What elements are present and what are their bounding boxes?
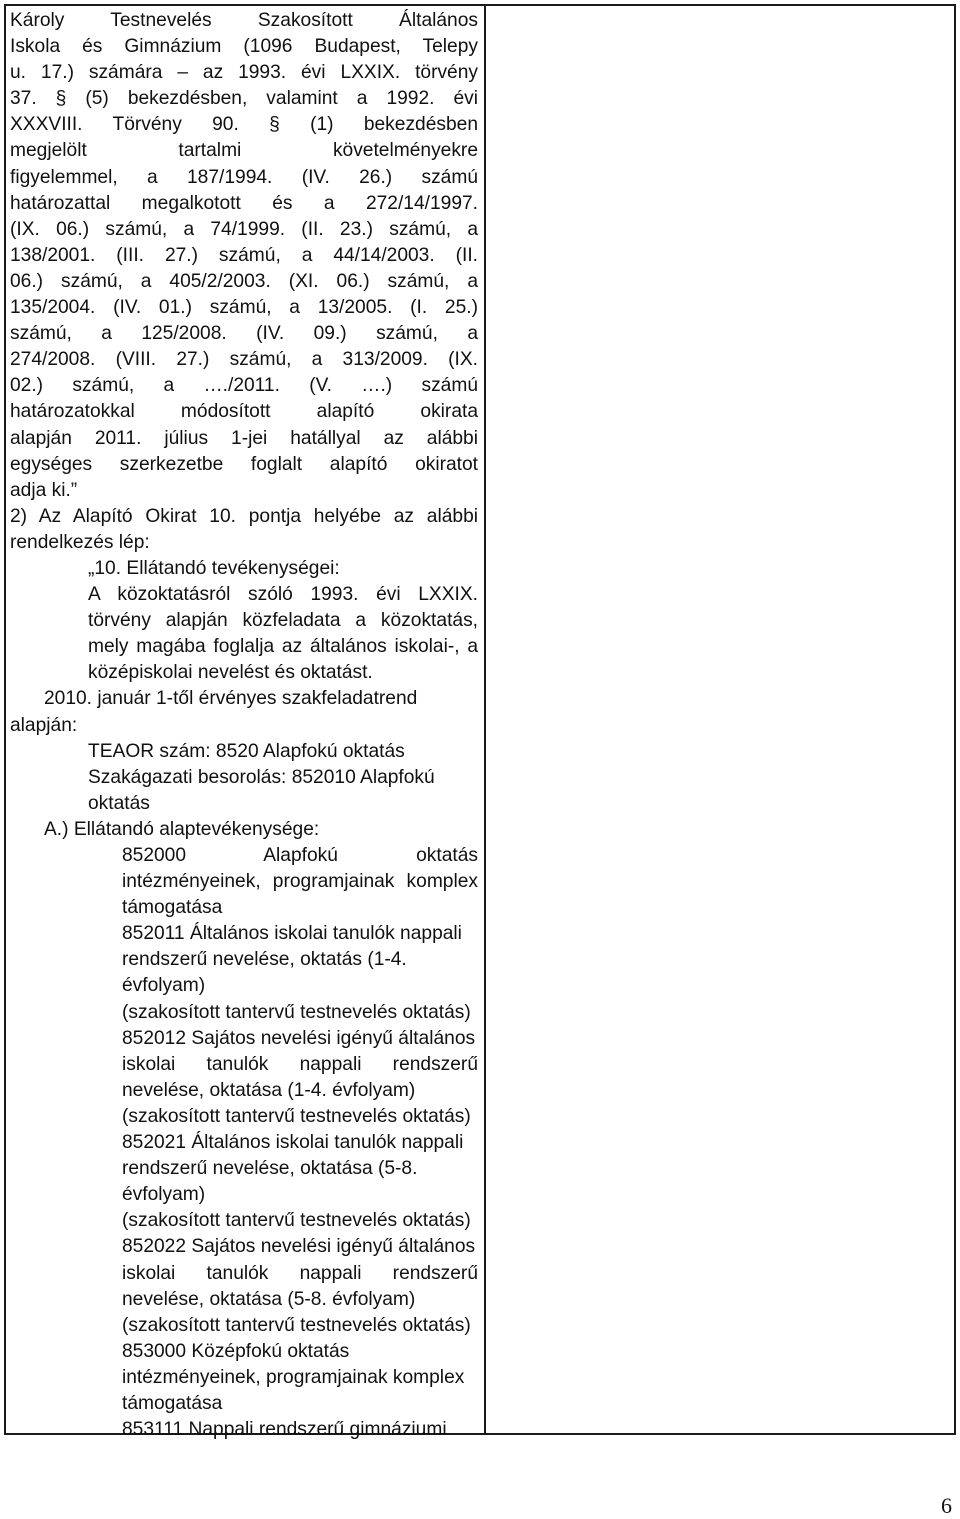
text-line: egységes szerkezetbe foglalt alapító okiratot <box>10 453 478 475</box>
text-line: Károly Testnevelés Szakosított Általános <box>10 10 478 31</box>
text-line: megjelölt tartalmi követelményekre <box>10 140 478 162</box>
text-line: 2) Az Alapító Okirat 10. pontja helyébe az alábbi <box>10 505 478 527</box>
list-item: 852011 Általános iskolai tanulók nappali <box>122 923 462 945</box>
text-line: törvény alapján közfeladata a közoktatás, <box>88 610 478 632</box>
section-2-paragraph <box>10 504 478 556</box>
list-item: 852021 Általános iskolai tanulók nappali <box>122 1132 464 1154</box>
text-line: „10. Ellátandó tevékenységei: <box>88 557 340 579</box>
text-line: u. 17.) számára – az 1993. évi LXXIX. törvény <box>10 62 478 84</box>
table-left-cell <box>10 8 478 1443</box>
page-number: 6 <box>941 1493 952 1518</box>
text-line: 274/2008. (VIII. 27.) számú, a 313/2009. (IX. <box>10 349 478 371</box>
text-line: (IX. 06.) számú, a 74/1999. (II. 23.) számú, a <box>10 218 478 240</box>
text-line: XXXVIII. Törvény 90. § (1) bekezdésben <box>10 114 478 136</box>
text-line: rendelkezés lép: <box>10 531 150 553</box>
text-line: 02.) számú, a …./2011. (V. ….) számú <box>10 375 478 397</box>
text-line: adja ki.” <box>10 479 78 501</box>
text-line: számú, a 125/2008. (IV. 09.) számú, a <box>10 323 478 345</box>
teaor-block <box>10 739 478 817</box>
list-item: rendszerű nevelése, oktatása (5-8. <box>122 1158 418 1180</box>
point-10-paragraph <box>10 556 478 686</box>
text-line: 138/2001. (III. 27.) számú, a 44/14/2003. (II. <box>10 244 478 266</box>
text-line: alapján: <box>10 714 78 736</box>
list-item: intézményeinek, programjainak komplex <box>122 1366 465 1388</box>
list-item: nevelése, oktatása (1-4. évfolyam) <box>122 1079 416 1101</box>
text-line: alapján 2011. július 1-jei hatállyal az alábbi <box>10 427 478 449</box>
text-line: A közoktatásról szóló 1993. évi LXXIX. <box>88 584 478 606</box>
text-line: TEAOR szám: 8520 Alapfokú oktatás <box>88 740 405 762</box>
list-item: 852000 Alapfokú oktatás <box>122 845 478 866</box>
list-item: (szakosított tantervű testnevelés oktatás) <box>122 1105 471 1127</box>
text-line: középiskolai nevelést és oktatást. <box>88 662 373 684</box>
list-item: iskolai tanulók nappali rendszerű <box>122 1262 478 1284</box>
list-item: nevelése, oktatása (5-8. évfolyam) <box>122 1288 416 1310</box>
szakfeladatrend-paragraph <box>10 686 478 738</box>
list-item: 852022 Sajátos nevelési igényű általános <box>122 1236 476 1258</box>
text-line: 06.) számú, a 405/2/2003. (XI. 06.) számú, a <box>10 270 478 292</box>
list-item: 853000 Középfokú oktatás <box>122 1340 350 1362</box>
list-item: 853111 Nappali rendszerű gimnáziumi <box>122 1419 447 1441</box>
activities-list <box>10 843 478 1443</box>
text-line: 2010. január 1-től érvényes szakfeladatrend <box>44 688 418 710</box>
list-item: évfolyam) <box>122 1184 206 1206</box>
text-line: határozatokkal módosított alapító okirata <box>10 401 478 423</box>
list-item: rendszerű nevelése, oktatás (1-4. <box>122 949 407 971</box>
text-line: 135/2004. (IV. 01.) számú, a 13/2005. (I. 25.) <box>10 297 478 319</box>
text-line: mely magába foglalja az általános iskolai-, a <box>88 636 478 658</box>
table-column-divider <box>484 4 486 1435</box>
list-item: támogatása <box>122 897 223 919</box>
text-line: Iskola és Gimnázium (1096 Budapest, Telepy <box>10 36 478 58</box>
list-item: évfolyam) <box>122 975 206 997</box>
list-item: (szakosított tantervű testnevelés oktatás) <box>122 1314 471 1336</box>
text-line: 37. § (5) bekezdésben, valamint a 1992. évi <box>10 88 478 110</box>
list-item: 852012 Sajátos nevelési igényű általános <box>122 1027 476 1049</box>
list-item: (szakosított tantervű testnevelés oktatás) <box>122 1001 471 1023</box>
text-line: határozattal megalkotott és a 272/14/1997. <box>10 192 478 214</box>
list-item: iskolai tanulók nappali rendszerű <box>122 1053 478 1075</box>
text-line: oktatás <box>88 792 150 814</box>
list-item: (szakosított tantervű testnevelés oktatás) <box>122 1210 471 1232</box>
alaptevekenyseg-heading: A.) Ellátandó alaptevékenysége: <box>44 818 320 840</box>
text-line: Szakágazati besorolás: 852010 Alapfokú <box>88 766 435 788</box>
list-item: támogatása <box>122 1392 223 1414</box>
text-line: figyelemmel, a 187/1994. (IV. 26.) számú <box>10 166 478 188</box>
intro-paragraph <box>10 8 478 504</box>
list-item: intézményeinek, programjainak komplex <box>122 871 478 893</box>
